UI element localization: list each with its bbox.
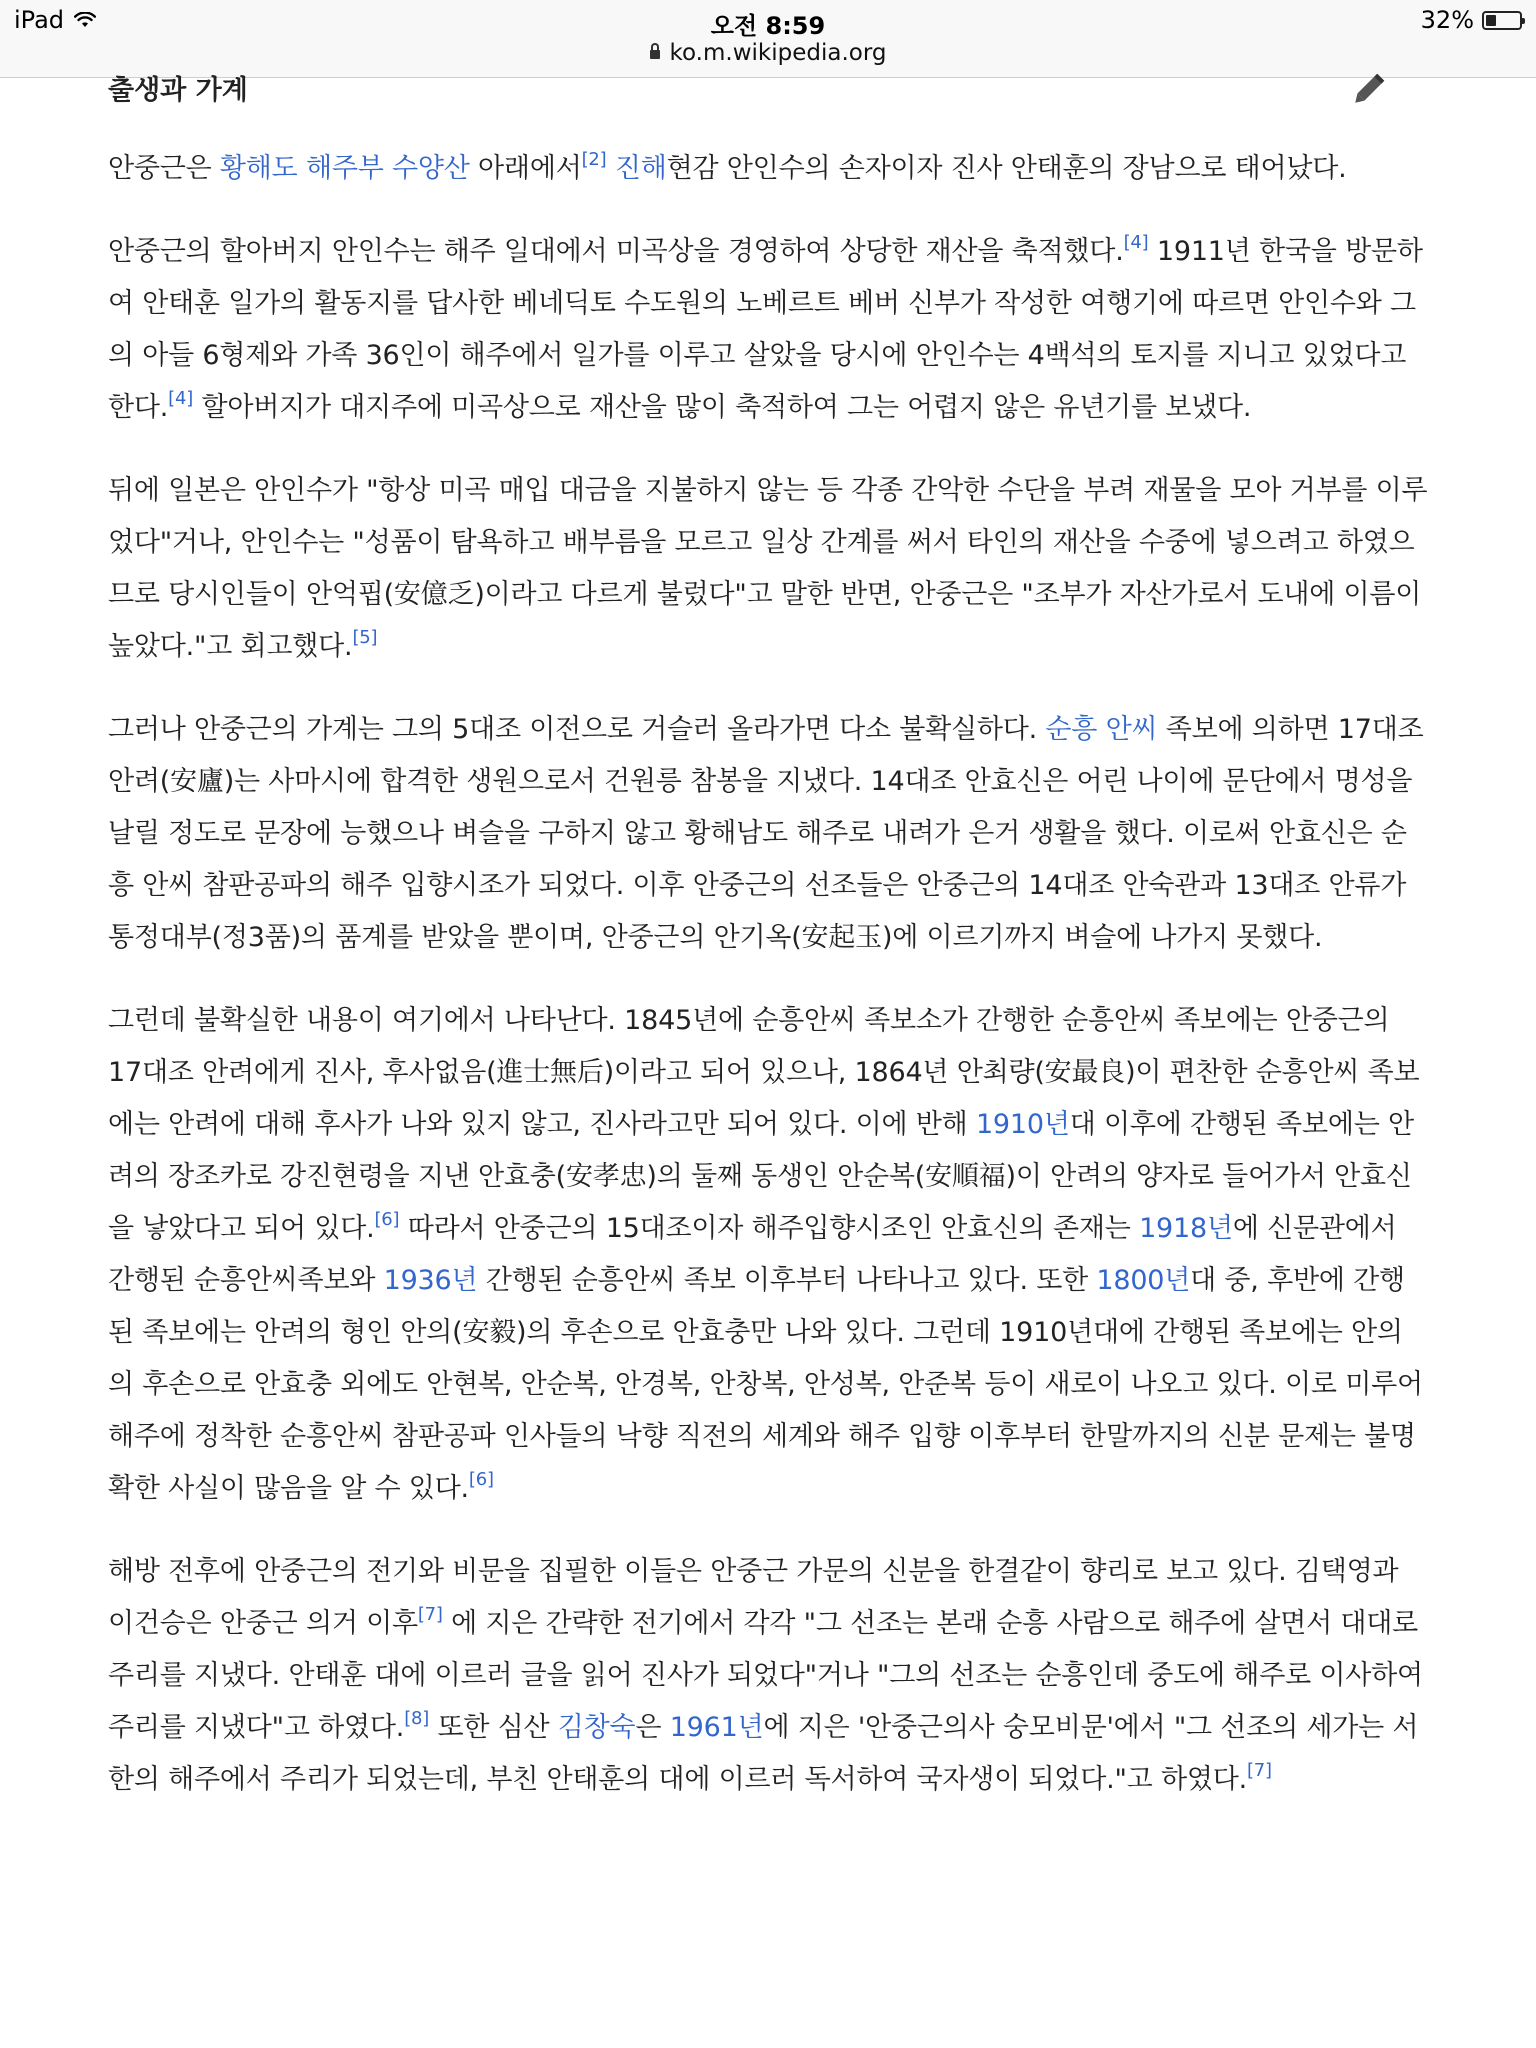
article-link[interactable]: 순흥 안씨 bbox=[1045, 714, 1158, 745]
paragraph bbox=[108, 995, 1428, 1515]
paragraph-text: 족보에 의하면 17대조 안려(安廬)는 사마시에 합격한 생원으로서 건원릉 참봉을 지냈다. 14대조 안효신은 어린 나이에 문단에서 명성을 날릴 정도로 문장에 능했으나 벼슬을 구하지 않고 황해남도 해주로 내려가 은거 생활을 했다. 이로써 안효신은 순흥 안씨 참판공파의 해주 입향시조가 되었다. 이후 안중근의 선조들은 안중근의 14대조 안숙관과 13대조 안류가 통정대부(정3품)의 품계를 받았을 뿐이며, 안중근의 안기옥(安起玉)에 이르기까지 벼슬에 나가지 못했다. bbox=[108, 714, 1424, 953]
battery-fill bbox=[1486, 15, 1496, 26]
paragraph-text: 그런데 불확실한 내용이 여기에서 나타난다. 1845년에 순흥안씨 족보소가 간행한 순흥안씨 족보에는 안중근의 17대조 안려에게 진사, 후사없음(進士無后)이라고 되어 있으나, 1864년 안최량(安最良)이 편찬한 순흥안씨 족보에는 안려에 대해 후사가 나와 있지 않고, 진사라고만 되어 있다. 이에 반해 bbox=[108, 1005, 1420, 1140]
status-right bbox=[1421, 6, 1522, 34]
article-link[interactable]: 김창숙 bbox=[557, 1712, 636, 1743]
article-link[interactable]: 1800년 bbox=[1096, 1265, 1191, 1296]
paragraph-text: 에 신문관에서 간행된 순흥안씨족보와 bbox=[108, 1213, 1397, 1296]
article-link[interactable]: 1936년 bbox=[383, 1265, 478, 1296]
article-link[interactable]: 해주부 bbox=[305, 153, 384, 184]
paragraph-text bbox=[607, 153, 615, 184]
paragraph-text: 간행된 순흥안씨 족보 이후부터 나타나고 있다. 또한 bbox=[477, 1265, 1097, 1296]
article-link[interactable]: 진해 bbox=[614, 153, 667, 184]
paragraph-text: 또한 심산 bbox=[429, 1712, 558, 1743]
paragraph-text: 아래에서 bbox=[469, 153, 582, 184]
paragraph-text bbox=[384, 153, 392, 184]
clock: 오전 8:59 bbox=[710, 12, 826, 40]
paragraph-text: 할아버지가 대지주에 미곡상으로 재산을 많이 축적하여 그는 어렵지 않은 유년기를 보냈다. bbox=[193, 392, 1252, 423]
paragraph-text: 은 bbox=[635, 1712, 670, 1743]
paragraph-text: 해방 전후에 안중근의 전기와 비문을 집필한 이들은 안중근 가문의 신분을 한결같이 향리로 보고 있다. 김택영과 이건승은 안중근 의거 이후 bbox=[108, 1556, 1399, 1639]
paragraph-text: 그러나 안중근의 가계는 그의 5대조 이전으로 거슬러 올라가면 다소 불확실하다. bbox=[108, 714, 1046, 745]
paragraph-text: 안중근의 할아버지 안인수는 해주 일대에서 미곡상을 경영하여 상당한 재산을 축적했다. bbox=[108, 236, 1124, 267]
address-bar[interactable] bbox=[0, 40, 1536, 66]
reference-link[interactable]: [6] bbox=[468, 1469, 494, 1490]
paragraph-text bbox=[298, 153, 306, 184]
battery-icon bbox=[1482, 11, 1522, 30]
paragraph-text: 에 지은 '안중근의사 숭모비문'에서 "그 선조의 세가는 서한의 해주에서 주리가 되었는데, 부친 안태훈의 대에 이르러 독서하여 국자생이 되었다."고 하였다. bbox=[108, 1712, 1419, 1795]
edit-pencil-icon[interactable] bbox=[1348, 70, 1388, 110]
paragraph-text: 따라서 안중근의 15대조이자 해주입향시조인 안효신의 존재는 bbox=[399, 1213, 1140, 1244]
paragraph-text: 1911년 한국을 방문하여 안태훈 일가의 활동지를 답사한 베네딕토 수도원의 노베르트 베버 신부가 작성한 여행기에 따르면 안인수와 그의 아들 6형제와 가족 36인이 해주에서 일가를 이루고 살았을 당시에 안인수는 4백석의 토지를 지니고 있었다고 한다. bbox=[108, 236, 1423, 423]
reference-link[interactable]: [8] bbox=[404, 1708, 430, 1729]
paragraph bbox=[108, 465, 1428, 673]
paragraph-text: 대 이후에 간행된 족보에는 안려의 장조카로 강진현령을 지낸 안효충(安孝忠)의 둘째 동생인 안순복(安順福)이 안려의 양자로 들어가서 안효신을 낳았다고 되어 있다. bbox=[108, 1109, 1414, 1244]
reference-link[interactable]: [5] bbox=[352, 627, 378, 648]
lock-icon bbox=[650, 50, 660, 59]
device-label: iPad bbox=[14, 6, 65, 34]
paragraph bbox=[108, 1546, 1428, 1806]
paragraph-text: 안중근은 bbox=[108, 153, 220, 184]
reference-link[interactable]: [4] bbox=[168, 388, 194, 409]
reference-link[interactable]: [7] bbox=[417, 1604, 443, 1625]
battery-percent: 32% bbox=[1420, 6, 1474, 34]
article-link[interactable]: 수양산 bbox=[392, 153, 470, 184]
article-body bbox=[108, 143, 1428, 1837]
paragraph-text: 대 중, 후반에 간행된 족보에는 안려의 형인 안의(安毅)의 후손으로 안효충만 나와 있다. 그런데 1910년대에 간행된 족보에는 안의의 후손으로 안효충 외에도 안현복, 안순복, 안경복, 안창복, 안성복, 안준복 등이 새로이 나오고 있다. 이로 미루어 해주에 정착한 순흥안씨 참판공파 인사들의 낙향 직전의 세계와 해주 입향 이후부터 한말까지의 신분 문제는 불명확한 사실이 많음을 알 수 있다. bbox=[108, 1265, 1423, 1504]
paragraph bbox=[108, 143, 1428, 195]
paragraph-text: 현감 안인수의 손자이자 진사 안태훈의 장남으로 태어났다. bbox=[666, 153, 1347, 184]
paragraph-text: 에 지은 간략한 전기에서 각각 "그 선조는 본래 순흥 사람으로 해주에 살면서 대대로 주리를 지냈다. 안태훈 대에 이르러 글을 읽어 진사가 되었다"거나 "그의 선조는 순흥인데 중도에 해주로 이사하여 주리를 지냈다"고 하였다. bbox=[108, 1608, 1423, 1743]
paragraph-text: 뒤에 일본은 안인수가 "항상 미곡 매입 대금을 지불하지 않는 등 각종 간악한 수단을 부려 재물을 모아 거부를 이루었다"거나, 안인수는 "성품이 탐욕하고 배부름을 모르고 일상 간계를 써서 타인의 재산을 수중에 넣으려고 하였으므로 당시인들이 안억핍(安億乏)이라고 다르게 불렀다"고 말한 반면, 안중근은 "조부가 자산가로서 도내에 이름이 높았다."고 회고했다. bbox=[108, 475, 1428, 662]
reference-link[interactable]: [4] bbox=[1123, 232, 1149, 253]
url-text: ko.m.wikipedia.org bbox=[669, 40, 887, 66]
reference-link[interactable]: [2] bbox=[581, 149, 607, 170]
article-link[interactable]: 1910년 bbox=[975, 1109, 1070, 1140]
article-link[interactable]: 황해도 bbox=[219, 153, 298, 184]
section-heading: 출생과 가계 bbox=[108, 75, 248, 106]
status-bar bbox=[0, 0, 1536, 78]
paragraph bbox=[108, 704, 1428, 964]
reference-link[interactable]: [7] bbox=[1246, 1760, 1272, 1781]
article-link[interactable]: 1961년 bbox=[669, 1712, 764, 1743]
article-link[interactable]: 1918년 bbox=[1139, 1213, 1233, 1244]
reference-link[interactable]: [6] bbox=[374, 1209, 400, 1230]
paragraph bbox=[108, 226, 1428, 434]
